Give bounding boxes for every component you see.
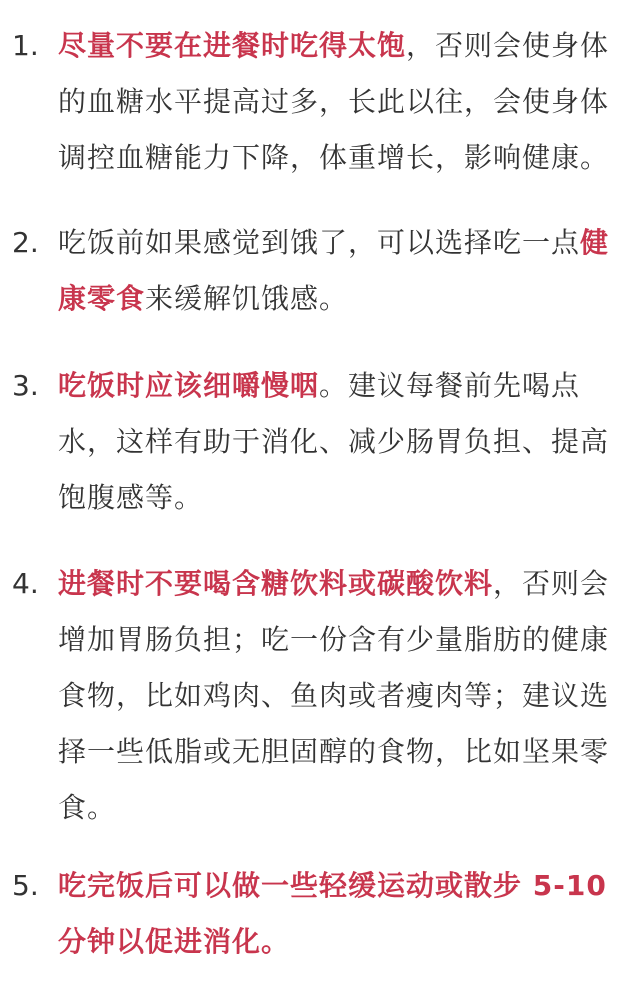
item-number: 5. [12,869,39,902]
highlighted-text: 吃完饭后可以做一些轻缓运动或散步 5-10 分钟以促进消化。 [58,869,607,958]
body-text: ，否则会增加胃肠负担；吃一份含有少量脂肪的健康食物，比如鸡肉、鱼肉或者瘦肉等；建议选择一些低脂或无胆固醇的食物，比如坚果零食。 [58,567,610,824]
highlighted-text: 尽量不要在进餐时吃得太饱 [58,29,407,62]
item-number: 3. [12,369,39,402]
item-number: 4. [12,567,39,600]
highlighted-text: 进餐时不要喝含糖饮料或碳酸饮料 [58,567,494,600]
item-number: 2. [12,226,39,259]
item-text [58,18,630,186]
body-text: ，否则会使身体的血糖水平提高过多，长此以往，会使身体调控血糖能力下降，体重增长，影响健康。 [58,29,610,174]
item-text [58,358,630,526]
body-text: 。建议每餐前先喝点水，这样有助于消化、减少肠胃负担、提高饱腹感等。 [58,369,610,514]
item-text [58,556,630,836]
highlighted-text: 吃饭时应该细嚼慢咽 [58,369,320,402]
body-text: 吃饭前如果感觉到饿了，可以选择吃一点 [58,226,581,259]
item-text [58,215,630,327]
item-number: 1. [12,29,39,62]
highlighted-text: 健康零食 [58,226,610,315]
item-text [58,858,630,970]
body-text: 来缓解饥饿感。 [145,282,349,315]
